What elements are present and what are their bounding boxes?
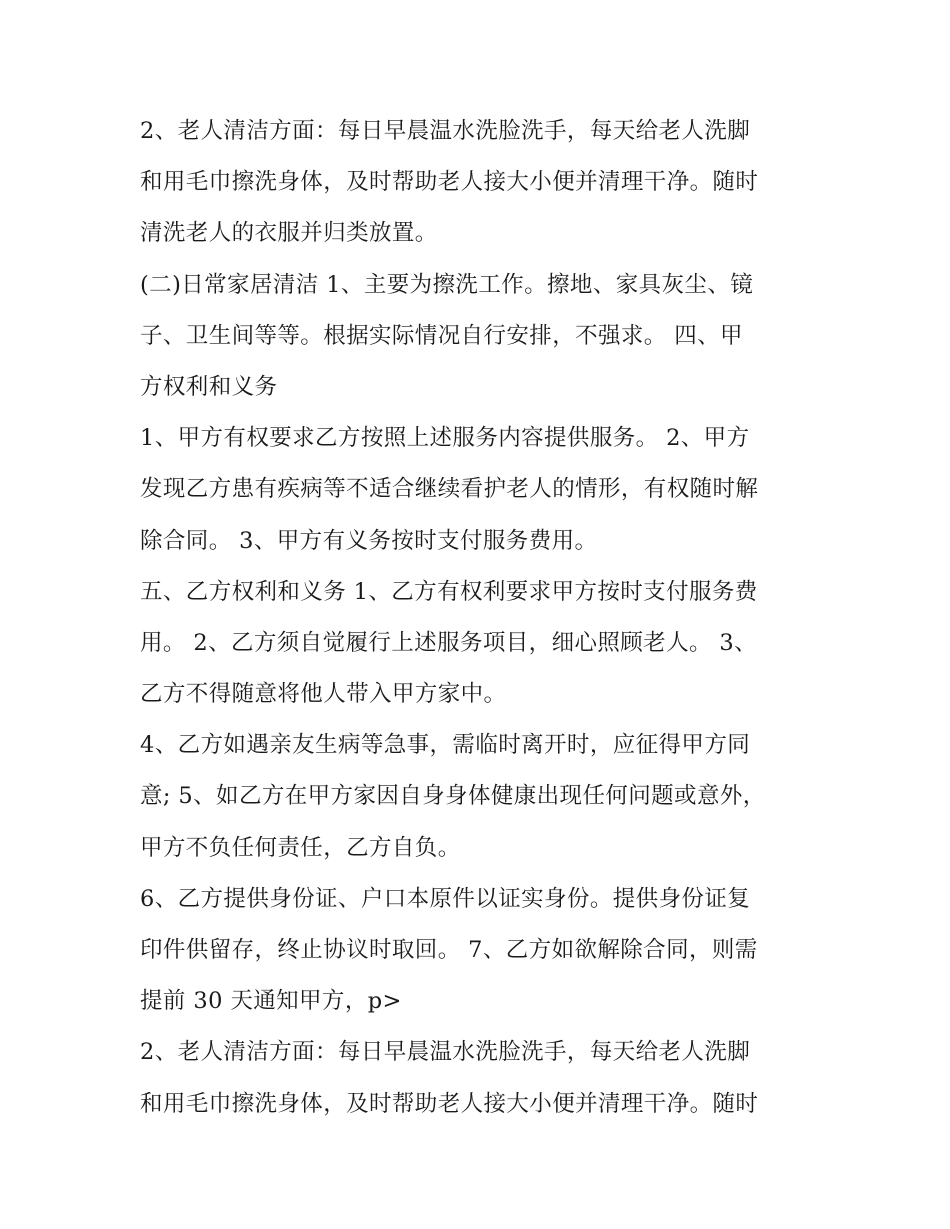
- text-line: 提前 30 天通知甲方，p>: [140, 988, 402, 1015]
- text-line: 2、老人清洁方面：每日早晨温水洗脸洗手，每天给老人洗脚: [140, 1039, 751, 1066]
- text-line: 6、乙方提供身份证、户口本原件以证实身份。提供身份证复: [140, 885, 751, 912]
- document-body: [140, 106, 820, 1130]
- paragraph-identity-termination: [140, 874, 820, 1028]
- text-line: 除合同。 3、甲方有义务按时支付服务费用。: [140, 527, 598, 554]
- text-line: 清洗老人的衣服并归类放置。: [140, 220, 438, 247]
- text-line: 2、老人清洁方面：每日早晨温水洗脸洗手，每天给老人洗脚: [140, 118, 751, 144]
- text-line: 发现乙方患有疾病等不适合继续看护老人的情形，有权随时解: [140, 476, 759, 503]
- text-line: 子、卫生间等等。根据实际情况自行安排，不强求。 四、甲: [140, 322, 743, 349]
- text-line: 用。 2、乙方须自觉履行上述服务项目，细心照顾老人。 3、: [140, 629, 758, 656]
- paragraph-party-b-leave: [140, 720, 820, 874]
- paragraph-party-a-rights: [140, 413, 820, 567]
- text-line: 4、乙方如遇亲友生病等急事，需临时离开时，应征得甲方同: [140, 732, 751, 759]
- paragraph-home-cleaning: [140, 260, 820, 414]
- text-line: 1、甲方有权要求乙方按照上述服务内容提供服务。 2、甲方: [140, 425, 750, 452]
- text-line: 意; 5、如乙方在甲方家因自身身体健康出现任何问题或意外，: [140, 783, 766, 810]
- text-line: 印件供留存，终止协议时取回。 7、乙方如欲解除合同，则需: [140, 937, 758, 963]
- paragraph-party-b-rights: [140, 567, 820, 721]
- paragraph-elder-cleaning: [140, 106, 820, 260]
- paragraph-elder-cleaning-repeat: [140, 1027, 820, 1129]
- text-line: 方权利和义务: [140, 373, 278, 400]
- text-line: 甲方不负任何责任，乙方自负。: [140, 834, 461, 861]
- text-line: 乙方不得随意将他人带入甲方家中。: [140, 681, 507, 708]
- text-line: 和用毛巾擦洗身体，及时帮助老人接大小便并清理干净。随时: [140, 1090, 759, 1117]
- text-line: (二)日常家居清洁 1、主要为擦洗工作。擦地、家具灰尘、镜: [140, 271, 754, 298]
- text-line: 五、乙方权利和义务 1、乙方有权利要求甲方按时支付服务费: [140, 578, 758, 605]
- text-line: 和用毛巾擦洗身体，及时帮助老人接大小便并清理干净。随时: [140, 169, 759, 196]
